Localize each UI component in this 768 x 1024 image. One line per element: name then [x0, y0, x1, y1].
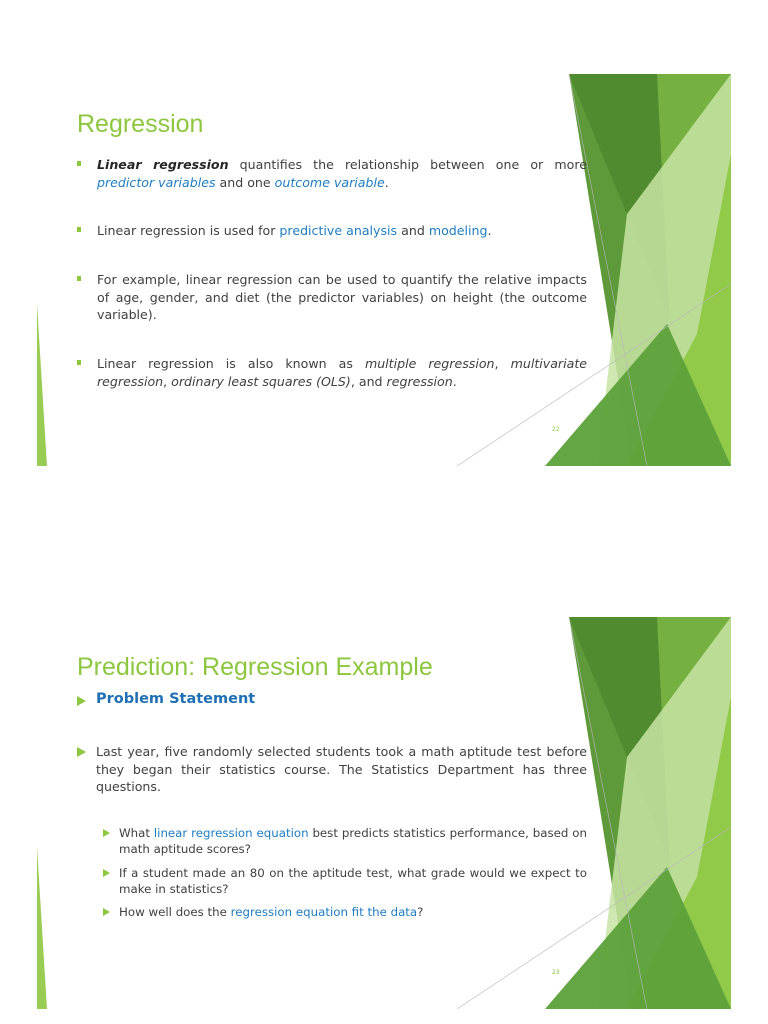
link-predictor-variables[interactable]: predictor variables: [97, 174, 216, 190]
link-regression-equation-fit[interactable]: regression equation fit the data: [230, 905, 418, 919]
question-text: If a student made an 80 on the aptitude test, what grade would we expect to make in statistics?: [119, 866, 587, 896]
bullet-text: ,: [494, 356, 511, 371]
page-number: 23: [552, 969, 560, 976]
italic-term: multiple regression: [364, 356, 495, 371]
triangle-bullet-icon: [103, 869, 110, 877]
link-predictive-analysis[interactable]: predictive analysis: [279, 223, 398, 238]
triangle-bullet-icon: [103, 908, 110, 916]
question-text: ?: [417, 905, 424, 919]
italic-term: regression: [386, 373, 453, 389]
bullet-item: [77, 271, 587, 324]
slide-title: Regression: [77, 110, 204, 138]
slide-title: Prediction: Regression Example: [77, 653, 433, 681]
bullet-text: Linear regression is also known as: [97, 356, 365, 371]
bullet-item: [77, 156, 587, 191]
triangle-bullet-icon: [103, 829, 110, 837]
page-number: 22: [552, 426, 560, 433]
slide-regression: [37, 74, 731, 466]
question-text: How well does the: [119, 905, 231, 919]
square-bullet-icon: [77, 276, 81, 281]
bullet-text: ,: [163, 373, 172, 389]
question-item: [103, 904, 587, 920]
link-modeling[interactable]: modeling: [428, 223, 488, 238]
heading-text: Problem Statement: [96, 691, 256, 707]
square-bullet-icon: [77, 360, 81, 365]
question-text: What: [119, 826, 154, 840]
bold-term: Linear regression: [97, 157, 229, 172]
triangle-bullet-icon: [77, 696, 86, 706]
bullet-item: [77, 743, 587, 796]
bullet-item: [77, 222, 587, 240]
bullet-text: , and: [350, 373, 387, 389]
question-item: [103, 825, 587, 857]
bullet-text: Linear regression is used for: [97, 223, 280, 238]
bullet-text: and one: [215, 174, 275, 190]
link-linear-regression-equation[interactable]: linear regression equation: [153, 826, 309, 840]
bullet-text: Last year, five randomly selected students took a math aptitude test before they began their statistics course. The Statistics Department has three questions.: [96, 744, 587, 794]
bullet-text: .: [384, 174, 389, 190]
bullet-text: For example, linear regression can be used to quantify the relative impacts of age, gender, and diet (the predictor variables) on height (the outcome variable).: [97, 272, 587, 322]
bullet-text: quantifies the relationship between one or more: [228, 157, 587, 172]
problem-statement-heading: [77, 691, 255, 709]
square-bullet-icon: [77, 161, 81, 166]
bullet-text: .: [487, 223, 492, 238]
italic-term: ordinary least squares (OLS): [171, 373, 351, 389]
link-outcome-variable[interactable]: outcome variable: [274, 174, 385, 190]
bullet-text: and: [397, 223, 429, 238]
italic-term: multivariate regression: [97, 356, 588, 389]
bullet-item: [77, 355, 587, 390]
question-item: [103, 865, 587, 897]
slide-prediction-example: [37, 617, 731, 1009]
bullet-text: .: [452, 373, 457, 389]
square-bullet-icon: [77, 227, 81, 232]
triangle-bullet-icon: [77, 747, 86, 757]
question-text: best predicts statistics performance, based on math aptitude scores?: [119, 826, 587, 856]
